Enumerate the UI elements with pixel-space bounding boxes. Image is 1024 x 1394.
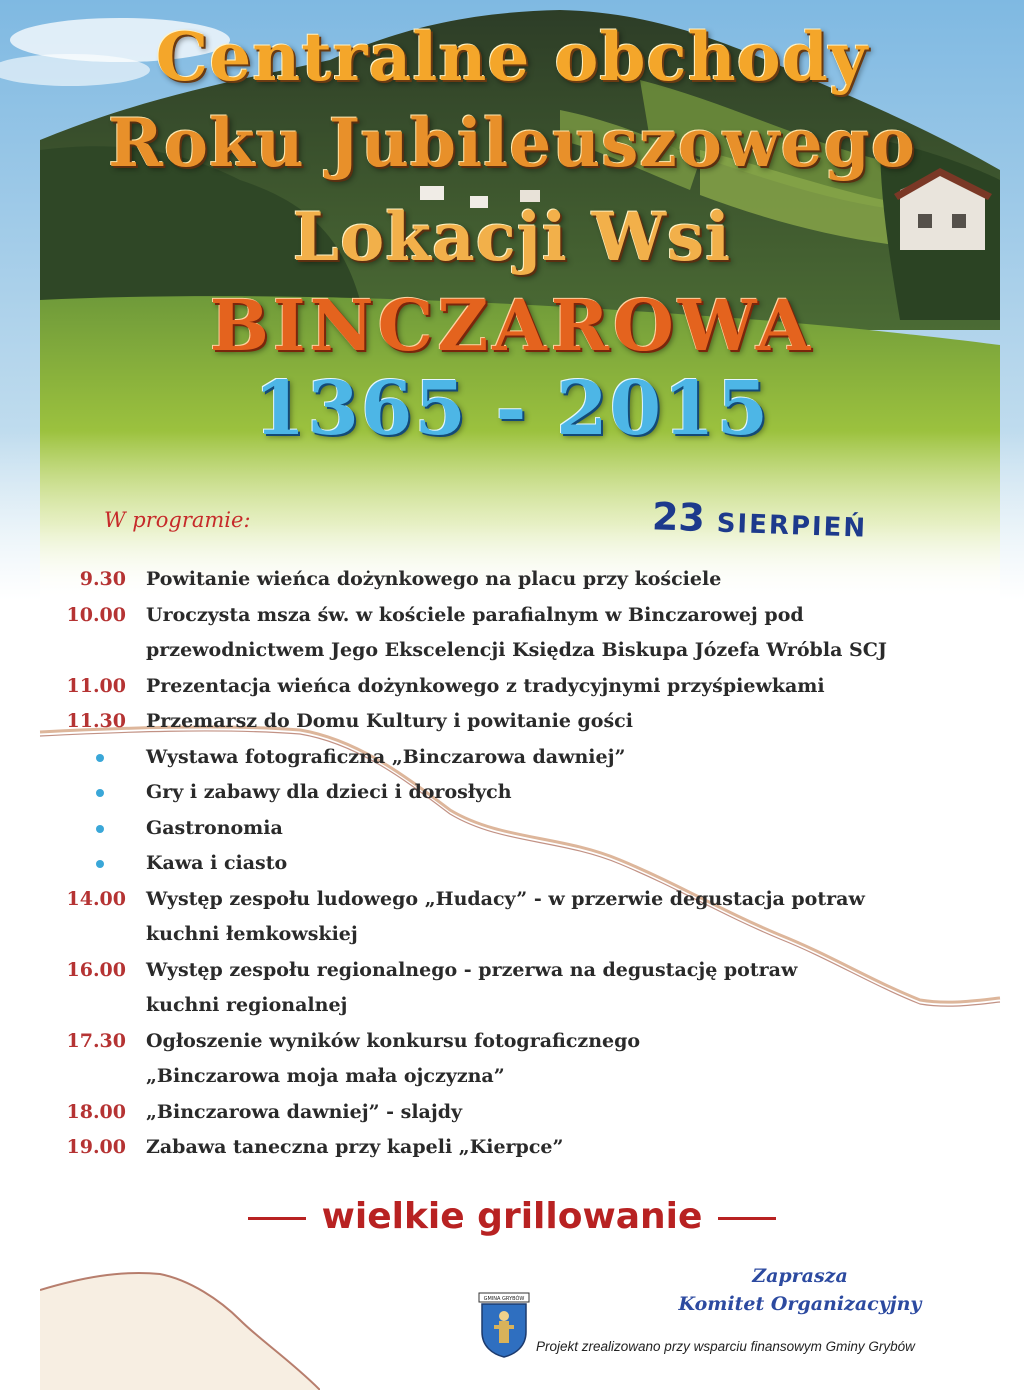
schedule-time: 9.30	[79, 568, 126, 590]
schedule-row	[0, 704, 1024, 740]
village-name: BINCZAROWA	[209, 284, 815, 367]
schedule-description: Uroczysta msza św. w kościele parafialnym w Binczarowej pod	[146, 603, 804, 626]
title-line-1: Centralne obchody	[155, 18, 869, 96]
schedule-row	[0, 882, 1024, 953]
handwritten-date	[651, 494, 868, 545]
schedule-description: Powitanie wieńca dożynkowego na placu przy kościele	[146, 568, 722, 590]
schedule-row	[0, 1095, 1024, 1131]
title-line-3: Lokacji Wsi	[292, 198, 732, 276]
project-note: Projekt zrealizowano przy wsparciu finansowym Gminy Grybów	[536, 1339, 915, 1354]
schedule-row	[0, 775, 1024, 811]
schedule-description: Prezentacja wieńca dożynkowego z tradycyjnymi przyśpiewkami	[146, 674, 825, 697]
schedule-description: Przemarsz do Domu Kultury i powitanie gości	[146, 710, 633, 732]
schedule-description: „Binczarowa moja mała ojczyzna”	[146, 1065, 505, 1087]
schedule-row	[0, 953, 1024, 1024]
bullet-icon	[96, 860, 104, 868]
schedule-time: 16.00	[66, 958, 126, 981]
invitation	[600, 1262, 1000, 1318]
schedule-time: 18.00	[66, 1100, 126, 1123]
title-line-2: Roku Jubileuszowego	[108, 104, 916, 182]
bullet-icon	[96, 825, 104, 833]
schedule-description: Kawa i ciasto	[146, 852, 288, 874]
schedule-row	[0, 598, 1024, 669]
invite-line-2: Komitet Organizacyjny	[678, 1293, 922, 1315]
schedule-description: Występ zespołu ludowego „Hudacy” - w przerwie degustacja potraw	[146, 887, 865, 910]
grill-banner	[0, 1196, 1024, 1237]
bullet-icon	[96, 789, 104, 797]
schedule-row	[0, 1130, 1024, 1166]
schedule-row	[0, 1024, 1024, 1095]
grill-right-dash	[718, 1217, 776, 1220]
invite-line-1: Zaprasza	[752, 1265, 848, 1287]
schedule-description: kuchni łemkowskiej	[146, 923, 358, 945]
schedule-description: Występ zespołu regionalnego - przerwa na degustację potraw	[146, 958, 798, 981]
grill-left-dash	[248, 1217, 306, 1220]
schedule-description: kuchni regionalnej	[146, 994, 348, 1016]
crest-label: GMINA GRYBÓW	[483, 1296, 525, 1302]
gmina-crest-icon	[478, 1292, 530, 1358]
schedule-description: Gry i zabawy dla dzieci i dorosłych	[146, 781, 512, 803]
years-range: 1365 - 2015	[253, 366, 771, 452]
schedule-time: 11.00	[66, 674, 126, 697]
schedule-time: 17.30	[66, 1029, 126, 1052]
schedule-description: Wystawa fotograficzna „Binczarowa dawniej”	[146, 745, 626, 768]
schedule-description: przewodnictwem Jego Ekscelencji Księdza Biskupa Józefa Wróbla SCJ	[146, 639, 887, 661]
schedule-time: 10.00	[66, 603, 126, 626]
schedule-row	[0, 562, 1024, 598]
program-label: W programie:	[104, 508, 251, 532]
schedule-row	[0, 669, 1024, 705]
bullet-icon	[96, 754, 104, 762]
schedule-time: 11.30	[66, 710, 126, 732]
schedule-description: Gastronomia	[146, 816, 283, 839]
schedule-description: Zabawa taneczna przy kapeli „Kierpce”	[146, 1136, 564, 1158]
schedule-row	[0, 846, 1024, 882]
schedule-time: 14.00	[66, 887, 126, 910]
schedule-description: Ogłoszenie wyników konkursu fotograficznego	[146, 1029, 641, 1052]
grill-text: wielkie grillowanie	[321, 1196, 703, 1237]
torn-paper-corner	[40, 1250, 320, 1390]
schedule-row	[0, 740, 1024, 776]
schedule-time: 19.00	[66, 1136, 126, 1158]
schedule-description: „Binczarowa dawniej” - slajdy	[146, 1100, 463, 1123]
schedule-row	[0, 811, 1024, 847]
handwritten-month: SIERPIEŃ	[716, 508, 868, 544]
title-block	[0, 0, 1024, 460]
handwritten-day: 23	[651, 494, 706, 541]
